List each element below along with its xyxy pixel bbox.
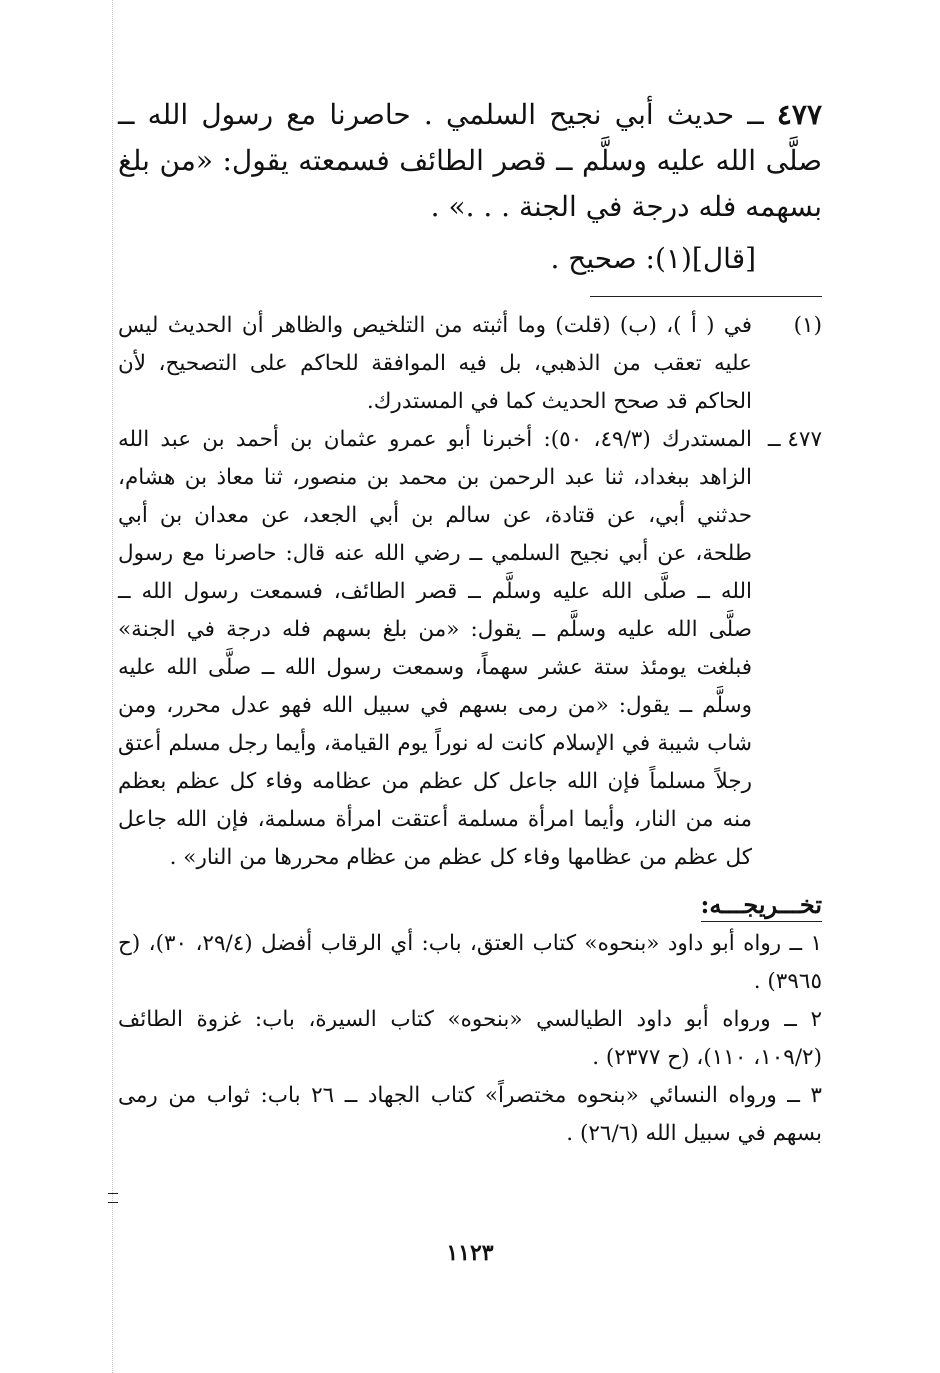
verdict: [قال](١): صحيح .: [550, 242, 756, 275]
margin-mark: [108, 1193, 118, 1203]
footnote-separator: [590, 296, 822, 297]
mustadrak-entry: [118, 421, 822, 877]
page-content: [118, 92, 822, 1153]
footnotes-section: [118, 307, 822, 1153]
takhrij-item-1: ١ ــ رواه أبو داود «بنحوه» كتاب العتق، باب: أي الرقاب أفضل (٢٩/٤، ٣٠)، (ح ٣٩٦٥) .: [118, 931, 822, 994]
footnote-1: [118, 307, 822, 421]
takhrij-item-3: ٣ ــ ورواه النسائي «بنحوه مختصراً» كتاب الجهاد ــ ٢٦ باب: ثواب من رمى بسهم في سبيل الله (٢٦/٦) .: [118, 1083, 822, 1146]
takhrij-heading: [118, 885, 822, 925]
main-hadith-entry: [118, 92, 822, 230]
page-number: ١١٢٣: [446, 1240, 494, 1266]
scan-edge-line: [112, 0, 113, 1373]
footnote-text: في ( أ )، (ب) (قلت) وما أثبته من التلخيص والظاهر أن الحديث ليس عليه تعقب من الذهبي، بل فيه الموافقة للحاكم على التصحيح، لأن الحاكم قد صحح الحديث كما في المستدرك.: [118, 313, 752, 414]
takhrij-item-2: ٢ ــ ورواه أبو داود الطيالسي «بنحوه» كتاب السيرة، باب: غزوة الطائف (١٠٩/٢، ١١٠)، (ح ٢٣٧٧) .: [118, 1007, 822, 1070]
entry-text: ــ حديث أبي نجيح السلمي . حاصرنا مع رسول الله ــ صلَّى الله عليه وسلَّم ــ قصر الطائف فسمعته يقول: «من بلغ بسهمه فله درجة في الجنة . . .» .: [118, 98, 822, 223]
mustadrak-number: ٤٧٧ ــ: [767, 427, 822, 452]
mustadrak-text: المستدرك (٤٩/٣، ٥٠): أخبرنا أبو عمرو عثمان بن أحمد بن عبد الله الزاهد ببغداد، ثنا عبد الرحمن بن محمد بن منصور، ثنا معاذ بن هشام، حدثني أبي، عن قتادة، عن سالم بن أبي الجعد، عن معدان بن أبي طلحة، عن أبي نجيح السلمي ــ رضي الله عنه قال: حاصرنا مع رسول الله ــ صلَّى الله عليه وسلَّم ــ قصر الطائف، فسمعت رسول الله ــ صلَّى الله عليه وسلَّم ــ يقول: «من بلغ بسهم فله درجة في الجنة» فبلغت يومئذ ستة عشر سهماً، وسمعت رسول الله ــ صلَّى الله عليه وسلَّم ــ يقول: «من رمى بسهم في سبيل الله فهو عدل محرر، ومن شاب شيبة في الإسلام كانت له نوراً يوم القيامة، وأيما رجل مسلم أعتق رجلاً مسلماً فإن الله جاعل كل عظم من عظامه وفاء كل عظم بعظم منه من النار، وأيما امرأة مسلمة أعتقت امرأة مسلمة، فإن الله جاعل كل عظم من عظامها وفاء كل عظم من عظام محررها من النار» .: [118, 427, 752, 870]
footnote-number: (١): [793, 313, 822, 338]
takhrij-heading-text: تخـــريجـــه:: [701, 890, 823, 922]
entry-number: ٤٧٧: [776, 98, 822, 131]
